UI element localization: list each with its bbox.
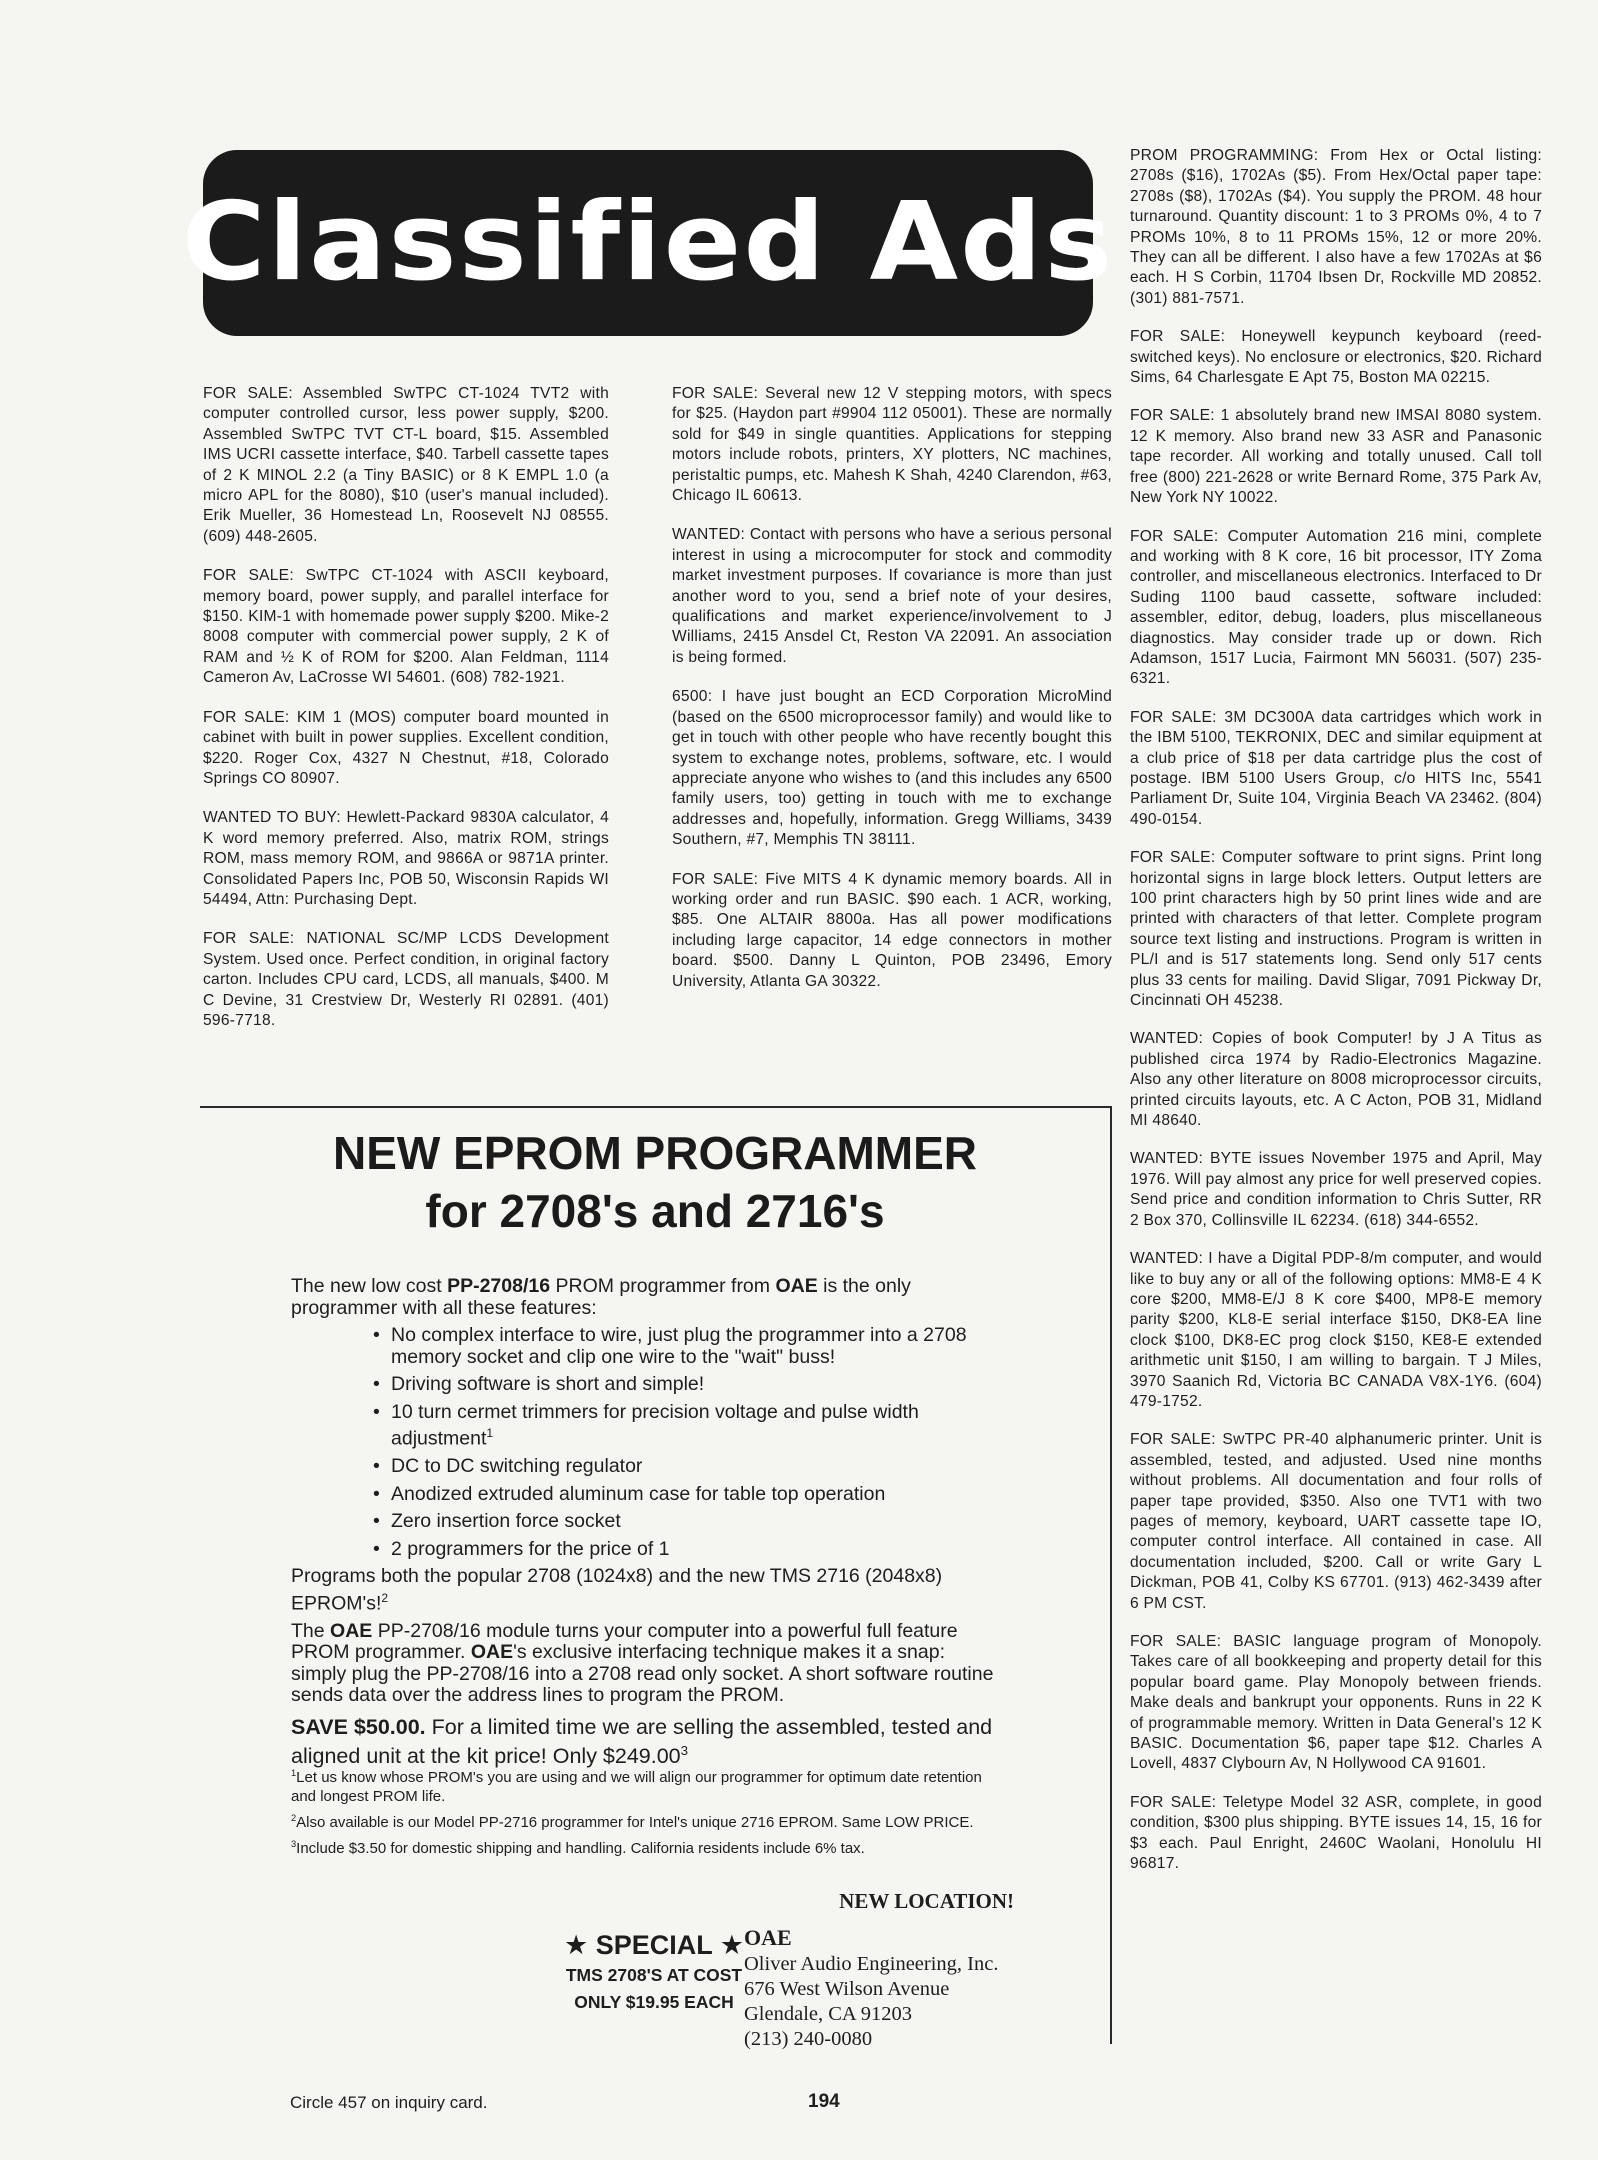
footnotes bbox=[291, 1764, 1006, 1861]
feature-item: • Driving software is short and simple! bbox=[373, 1374, 998, 1396]
new-location-label: NEW LOCATION! bbox=[839, 1889, 1014, 1913]
ad-entry: 6500: I have just bought an ECD Corporation MicroMind (based on the 6500 microprocessor family) and would like to get in touch with other people who have recently bought this system to exchange notes, problems, software, etc. I would appreciate anyone who wishes to (and this includes any 6500 family users, too) getting in touch with me to exchange addresses and, hopefully, information. Gregg Williams, 3439 Southern, #7, Memphis TN 38111. bbox=[672, 688, 1112, 849]
footnote-mark: 1 bbox=[486, 1426, 494, 1440]
footnote: $^2$Also available is our Model PP-2716 programmer for Intel's unique 2716 EPROM. Same LOW PRICE. bbox=[291, 1813, 974, 1831]
ad-entry: WANTED: BYTE issues November 1975 and April, May 1976. Will pay almost any price for well preserved copies. Send price and condition information to Chris Sutter, RR 2 Box 370, Collinsville IL 62234. (618) 344-6552. bbox=[1130, 1150, 1542, 1229]
ad-entry: WANTED: Copies of book Computer! by J A Titus as published circa 1974 by Radio-Electronics Magazine. Also any other literature on 8008 microprocessor circuits, printed circuits layouts, etc. A C Acton, POB 31, Midland MI 48640. bbox=[1130, 1030, 1542, 1130]
feature-item: • No complex interface to wire, just plug the programmer into a 2708 memory socket and clip one wire to the "wait" buss! bbox=[373, 1325, 998, 1368]
feature-list bbox=[291, 1325, 998, 1560]
module-paragraph: The OAE PP-2708/16 module turns your computer into a powerful full feature PROM programmer. OAE's exclusive interfacing technique makes it a snap: simply plug the PP-2708/16 into a 2708 read only socket. A short software routine sends data over the address lines to program the PROM. bbox=[291, 1619, 994, 1706]
footnote: $^1$Let us know whose PROM's you are using and we will align our programmer for optimum date retention and longest PROM life. bbox=[291, 1768, 982, 1805]
model-name: PP-2708/16 bbox=[447, 1275, 551, 1297]
ad-entry: FOR SALE: Honeywell keypunch keyboard (reed-switched keys). No enclosure or electronics, $20. Richard Sims, 64 Charlesgate E Apt 75, Boston MA 02215. bbox=[1130, 328, 1542, 387]
ad-entry: FOR SALE: BASIC language program of Monopoly. Takes care of all bookkeeping and property detail for this popular board game. Play Monopoly between friends. Make deals and bankrupt your opponents. Runs in 22 K of programmable memory. Written in Data General's 12 K BASIC. Documentation $6, paper tape $12. Charles A Lovell, 4837 Clybourn Av, N Hollywood CA 91601. bbox=[1130, 1633, 1542, 1773]
inquiry-note: Circle 457 on inquiry card. bbox=[290, 2093, 488, 2112]
footnote-mark: 3 bbox=[680, 1742, 689, 1758]
banner-title: Classified Ads bbox=[181, 180, 1115, 305]
brand-name: OAE bbox=[330, 1619, 373, 1642]
feature-item: • DC to DC switching regulator bbox=[373, 1456, 998, 1478]
eprom-programmer-advertisement bbox=[200, 1106, 1112, 2050]
ad-entry: FOR SALE: Teletype Model 32 ASR, complete, in good condition, $300 plus shipping. BYTE issues 14, 15, 16 for $3 each. Paul Enright, 2460C Waolani, Honolulu HI 96817. bbox=[1130, 1793, 1542, 1873]
ad-entry: FOR SALE: SwTPC CT-1024 with ASCII keyboard, memory board, power supply, and parallel interface for $150. KIM-1 with homemade power supply $200. Mike-2 8008 computer with commercial power supply, 2 K of RAM and ½ K of ROM for $200. Alan Feldman, 1114 Cameron Av, LaCrosse WI 54601. (608) 782-1921. bbox=[203, 567, 609, 687]
brand-name: OAE bbox=[470, 1641, 514, 1663]
ad-entry: WANTED: I have a Digital PDP-8/m computer, and would like to buy any or all of the following options: MM8-E 4 K core $200, MM8-E/J 8 K core $400, MP8-E memory parity $200, KL8-E serial interface $150, DK8-EA line clock $100, DK8-EC prog clock $150, KE8-E extended arithmetic unit $150, I am willing to bargain. T J Miles, 3970 Saanich Rd, Victoria BC CANADA V8X-1Y6. (604) 479-1752. bbox=[1130, 1250, 1542, 1410]
ad-entry: FOR SALE: Computer software to print signs. Print long horizontal signs in large block letters. Output letters are 100 print characters high by 50 print lines wide and are printed with characters of that letter. Complete program source text listing and instructions. Program is written in PL/I and is 517 statements long. Send only 517 cents plus 33 cents for mailing. David Sligar, 7091 Pickway Dr, Cincinnati OH 45238. bbox=[1130, 849, 1542, 1010]
ad-entry: WANTED: Contact with persons who have a serious personal interest in using a microcomputer for stock and commodity market investment purposes. If covariance is more than just another word to you, send a brief note of your desires, qualifications and market experience/involvement to J Williams, 2415 Ansdel Ct, Reston VA 22091. An association is being formed. bbox=[672, 526, 1112, 666]
column-3 bbox=[1130, 146, 1542, 1892]
feature-item: • 2 programmers for the price of 1 bbox=[373, 1539, 998, 1561]
ad-headline: NEW EPROM PROGRAMMER bbox=[333, 1127, 977, 1179]
company-short-name: OAE bbox=[744, 1925, 792, 1950]
page-number: 194 bbox=[808, 2091, 840, 2112]
ad-entry: FOR SALE: Five MITS 4 K dynamic memory boards. All in working order and run BASIC. $90 each. 1 ACR, working, $85. One ALTAIR 8800a. Has all power modifications including large capacitor, 14 edge connectors in mother board. $500. Danny L Quinton, POB 23496, Emory University, Atlanta GA 30322. bbox=[672, 870, 1112, 990]
address-line: 676 West Wilson Avenue bbox=[744, 1978, 950, 2000]
footnote: $^3$Include $3.50 for domestic shipping and handling. California residents include 6% tax. bbox=[291, 1839, 865, 1857]
ad-body bbox=[291, 1276, 998, 1774]
classified-ads-banner bbox=[181, 150, 1115, 336]
ad-entry: FOR SALE: KIM 1 (MOS) computer board mounted in cabinet with built in power supplies. Excellent condition, $220. Roger Cox, 4327 N Chestnut, #18, Colorado Springs CO 80907. bbox=[203, 708, 609, 787]
ad-subheadline: for 2708's and 2716's bbox=[425, 1185, 885, 1237]
feature-item: • Anodized extruded aluminum case for table top operation bbox=[373, 1484, 998, 1506]
special-offer bbox=[534, 1928, 774, 2016]
company-address-block bbox=[744, 1888, 1014, 2052]
address-line: Glendale, CA 91203 bbox=[744, 2003, 912, 2025]
ad-entry: FOR SALE: SwTPC PR-40 alphanumeric printer. Unit is assembled, tested, and adjusted. Used nine months without problems. All documentation and four rolls of paper tape provided, $350. Also one TVT1 with two pages of memory, keyboard, UART cassette tape IO, computer control interface. All contained in case. All documentation included, $200. Call or write Gary L Dickman, POB 41, Colby KS 67701. (913) 462-3439 after 6 PM CST. bbox=[1130, 1431, 1542, 1612]
feature-item: • Zero insertion force socket bbox=[373, 1511, 998, 1533]
ad-entry: FOR SALE: Several new 12 V stepping motors, with specs for $25. (Haydon part #9904 112 05001). These are normally sold for $49 in single quantities. Applications for stepping motors include robots, printers, XY plotters, NC machines, peristaltic pumps, etc. Mahesh K Shah, 4240 Clarendon, #63, Chicago IL 60613. bbox=[672, 385, 1112, 505]
column-2 bbox=[672, 384, 1112, 1011]
ad-intro: The new low cost PP-2708/16 PROM programmer from OAE is the only programmer with all these features: bbox=[291, 1275, 911, 1319]
ad-entry: FOR SALE: 3M DC300A data cartridges which work in the IBM 5100, TEKRONIX, DEC and similar equipment at a club price of $18 per data cartridge plus the cost of postage. IBM 5100 Users Group, c/o HITS Inc, 5541 Parliament Dr, Suite 104, Virginia Beach VA 23462. (804) 490-0154. bbox=[1130, 708, 1542, 828]
programs-paragraph: Programs both the popular 2708 (1024x8) and the new TMS 2716 (2048x8) EPROM's!$^2$ bbox=[291, 1565, 943, 1614]
special-title: ★ SPECIAL ★ bbox=[564, 1930, 744, 1960]
ad-entry: FOR SALE: 1 absolutely brand new IMSAI 8080 system. 12 K memory. Also brand new 33 ASR and Panasonic tape recorder. All working and totally unused. Call toll free (800) 221-2628 or write Bernard Rome, 375 Park Av, New York NY 10022. bbox=[1130, 407, 1542, 507]
ad-entry: WANTED TO BUY: Hewlett-Packard 9830A calculator, 4 K word memory preferred. Also, matrix ROM, strings ROM, mass memory ROM, and 9866A or 9871A printer. Consolidated Papers Inc, POB 50, Wisconsin Rapids WI 54494, Attn: Purchasing Dept. bbox=[203, 809, 609, 908]
special-line: TMS 2708'S AT COST bbox=[565, 1965, 743, 1985]
ad-entry: FOR SALE: Computer Automation 216 mini, complete and working with 8 K core, 16 bit processor, ITY Zoma controller, and miscellaneous electronics. Interfaced to Dr Suding 1100 baud cassette, software included: assembler, editor, debug, loaders, plus miscellaneous diagnostics. May consider trade up or down. Rich Adamson, 1517 Lucia, Fairmont MN 56031. (507) 235-6321. bbox=[1130, 527, 1542, 688]
feature-item: • 10 turn cermet trimmers for precision voltage and pulse width adjustment$^1$ bbox=[373, 1402, 998, 1451]
column-1 bbox=[203, 384, 609, 1050]
ad-entry: FOR SALE: Assembled SwTPC CT-1024 TVT2 with computer controlled cursor, less power supply, $200. Assembled SwTPC TVT CT-L board, $15. Assembled IMS UCRI cassette interface, $40. Tarbell cassette tapes of 2 K MINOL 2.2 (a Tiny BASIC) or 8 K EMPL 1.0 (a micro APL for the 8080), $10 (user's manual included). Erik Mueller, 36 Homestead Ln, Roosevelt NJ 08555. (609) 448-2605. bbox=[203, 385, 609, 545]
phone-number: (213) 240-0080 bbox=[744, 2028, 873, 2050]
save-offer: SAVE $50.00. For a limited time we are selling the assembled, tested and aligned unit at the kit price! Only $249.00$^3$ bbox=[291, 1714, 993, 1768]
ad-entry: PROM PROGRAMMING: From Hex or Octal listing: 2708s ($16), 1702As ($5). From Hex/Octal paper tape: 2708s ($8), 1702As ($4). You supply the PROM. 48 hour turnaround. Quantity discount: 1 to 3 PROMs 0%, 4 to 7 PROMs 10%, 8 to 11 PROMs 15%, 12 or more 20%. They can all be different. I also have a few 1702As at $6 each. H S Corbin, 11704 Ibsen Dr, Rockville MD 20852. (301) 881-7571. bbox=[1130, 147, 1542, 307]
ad-entry: FOR SALE: NATIONAL SC/MP LCDS Development System. Used once. Perfect condition, in original factory carton. Includes CPU card, LCDS, all manuals, $400. M C Devine, 31 Crestview Dr, Westerly RI 02891. (401) 596-7718. bbox=[203, 930, 609, 1029]
brand-name: OAE bbox=[775, 1275, 818, 1297]
special-line: ONLY $19.95 EACH bbox=[574, 1992, 734, 2012]
address-line: Oliver Audio Engineering, Inc. bbox=[744, 1953, 999, 1975]
footnote-mark: 2 bbox=[381, 1590, 389, 1605]
